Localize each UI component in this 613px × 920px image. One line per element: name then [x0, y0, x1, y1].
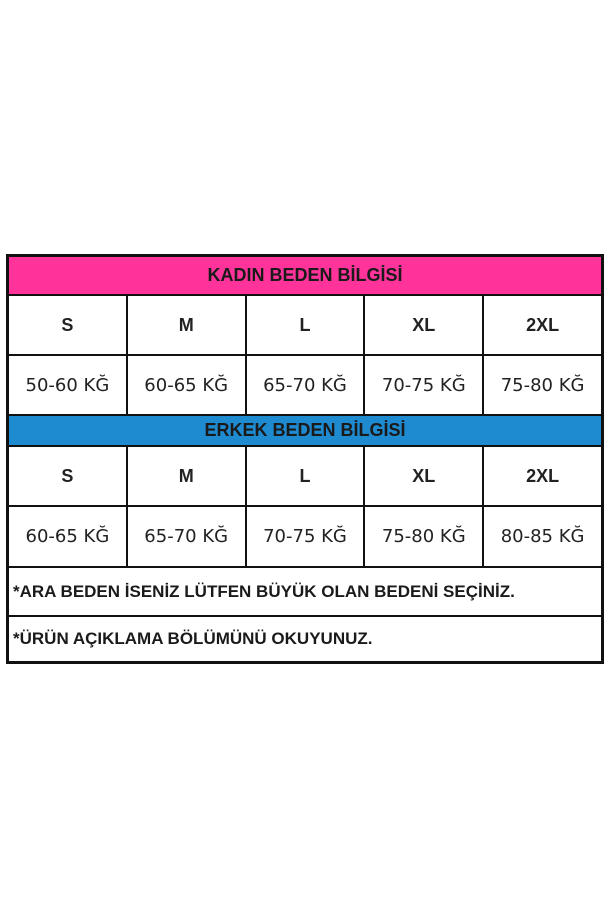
women-weights-row	[9, 356, 601, 414]
women-weight-l: 65-70 KĞ	[247, 356, 366, 414]
men-weight-l: 70-75 KĞ	[247, 507, 366, 566]
men-weight-s: 60-65 KĞ	[9, 507, 128, 566]
men-weight-2xl: 80-85 KĞ	[500, 526, 585, 547]
read-description-note: *ÜRÜN AÇIKLAMA BÖLÜMÜNÜ OKUYUNUZ.	[13, 629, 373, 648]
men-weight-xl: 75-80 KĞ	[365, 507, 484, 566]
men-size-l: L	[247, 447, 366, 505]
men-sizes-row	[9, 447, 601, 507]
size-advice-note: *ARA BEDEN İSENİZ LÜTFEN BÜYÜK OLAN BEDENİ SEÇİNİZ.	[9, 568, 601, 617]
women-size-m: M	[128, 296, 247, 354]
men-size-m: M	[128, 447, 247, 505]
women-weight-xl: 70-75 KĞ	[365, 356, 484, 414]
women-size-2xl: 2XL	[526, 314, 560, 335]
men-weights-row	[9, 507, 601, 568]
women-size-header: KADIN BEDEN BİLGİSİ	[9, 257, 601, 296]
women-weight-m: 60-65 KĞ	[128, 356, 247, 414]
women-size-xl: XL	[365, 296, 484, 354]
men-size-xl: XL	[365, 447, 484, 505]
men-size-header: ERKEK BEDEN BİLGİSİ	[9, 414, 601, 447]
men-size-2xl: 2XL	[526, 465, 560, 486]
women-weight-s: 50-60 KĞ	[9, 356, 128, 414]
women-weight-2xl: 75-80 KĞ	[500, 374, 585, 396]
women-sizes-row	[9, 296, 601, 356]
men-size-s: S	[9, 447, 128, 505]
women-size-l: L	[247, 296, 366, 354]
size-chart-table	[6, 254, 604, 664]
men-weight-m: 65-70 KĞ	[128, 507, 247, 566]
women-size-s: S	[9, 296, 128, 354]
